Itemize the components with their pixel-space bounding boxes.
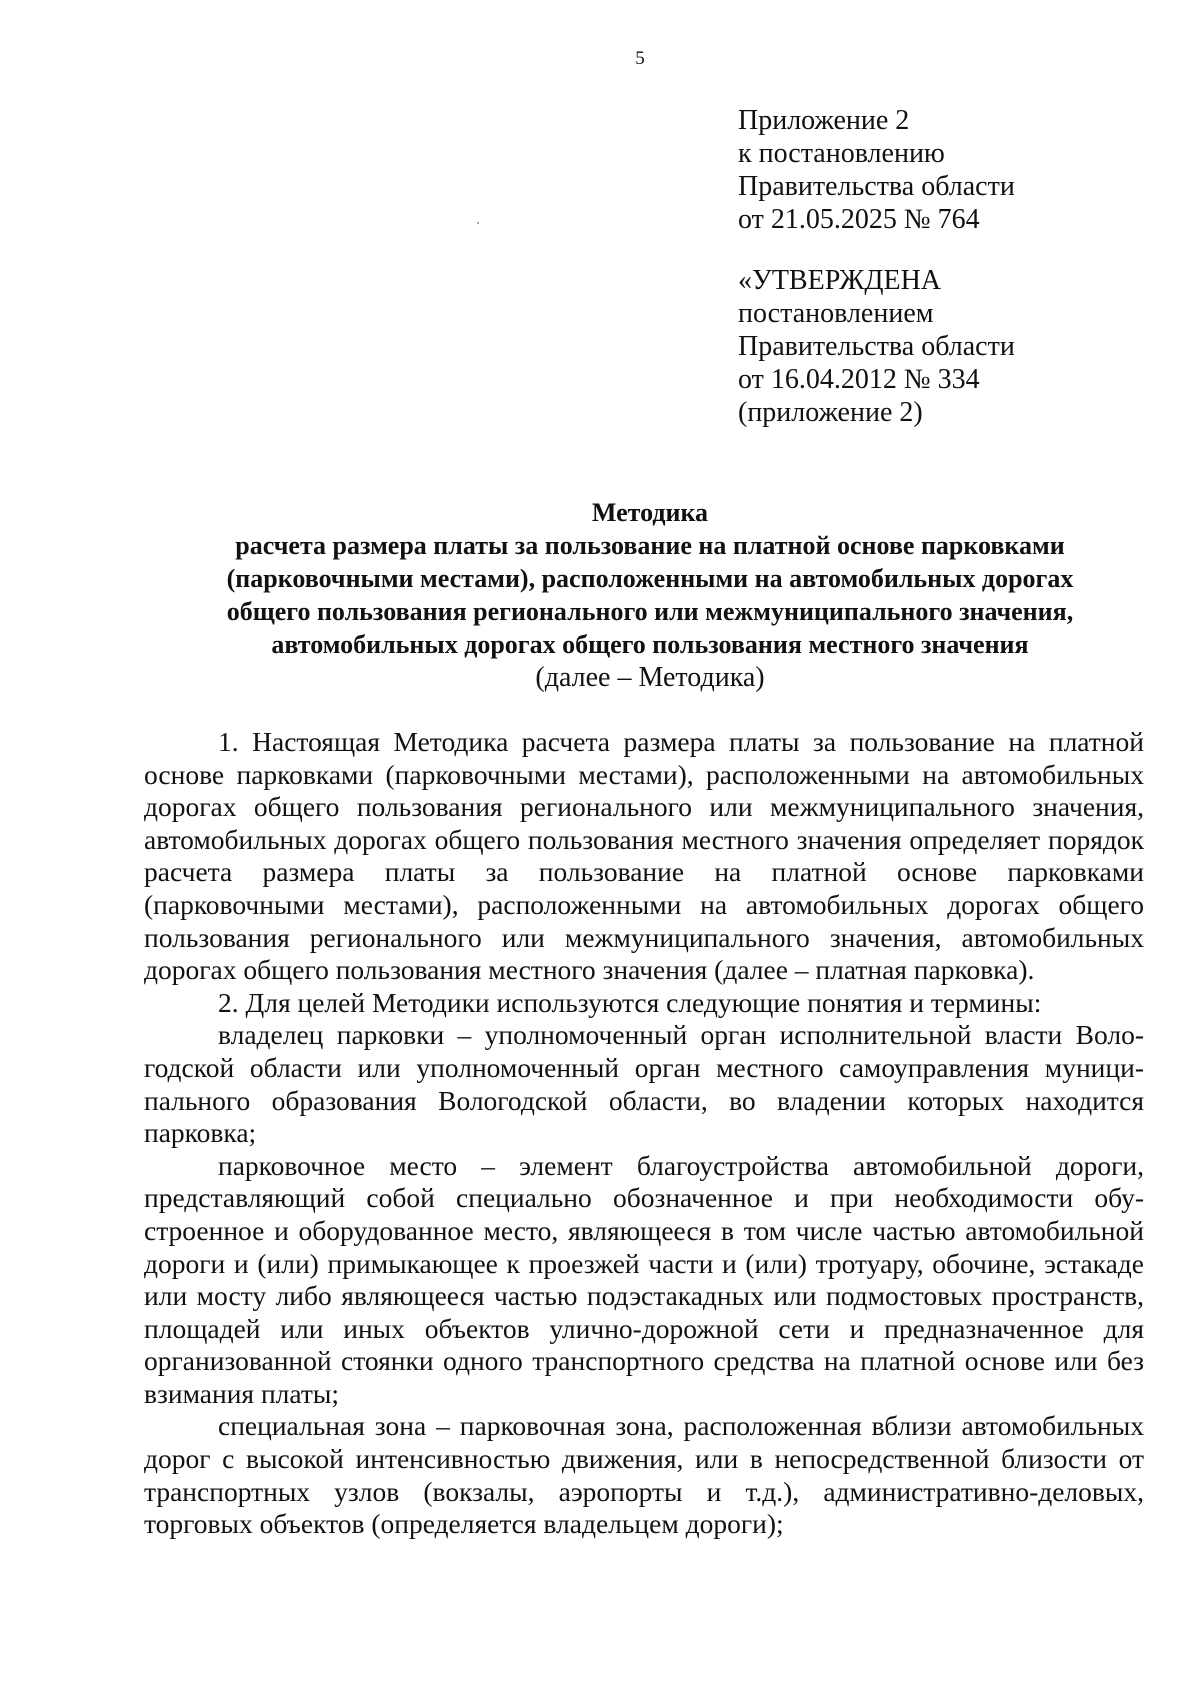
title-line: автомобильных дорогах общего пользования местного значения (271, 630, 1029, 659)
title-subtitle: (далее – Методика) (535, 662, 765, 693)
title-line: расчета размера платы за пользование на платной основе парковками (235, 531, 1065, 560)
paragraph: специальная зона – парковочная зона, расположенная вблизи автомобильных дорог с высокой интенсивностью движения, или в непосредственной близости от транспортных узлов (вокзалы, аэропорты и т.д.), административно-деловых, торговых объектов (определяется владельцем дороги); (144, 1410, 1144, 1540)
approval-line: (приложение 2) (738, 397, 923, 428)
document-title (140, 496, 1160, 694)
paragraph: парковочное место – элемент благоустройства автомобильной дороги, представляющий собой специально обозначенное и при необходимости обустроенное и оборудованное место, являющееся в том числе частью автомобильной дороги и (или) примыкающее к проезжей части и (или) тротуару, обочине, эстакаде или мосту либо являющееся частью подэстакадных или подмостовых пространств, площадей или иных объектов улично-дорожной сети и предназначенное для организованной стоянки одного транспортного средства на платной основе или без взимания платы; (144, 1149, 1144, 1409)
title-line: (парковочными местами), расположенными на автомобильных дорогах (226, 564, 1074, 593)
approval-stamp (738, 264, 1178, 429)
paragraph: владелец парковки – уполномоченный орган исполнительной власти Вологодской области или уполномоченный орган местного самоуправления муниципального образования Вологодской области, во владении которых находится парковка; (144, 1019, 1144, 1149)
paragraph: 2. Для целей Методики используются следующие понятия и термины: (218, 986, 1042, 1018)
document-body (144, 726, 1144, 1541)
title-main: Методика (591, 498, 709, 527)
scan-speck (477, 222, 479, 224)
page-number: 5 (635, 48, 645, 69)
approval-line: от 16.04.2012 № 334 (738, 364, 980, 395)
appendix-reference (738, 104, 1178, 236)
approval-line: «УТВЕРЖДЕНА (738, 265, 942, 296)
approval-line: постановлением (738, 298, 934, 329)
appendix-line: к постановлению (738, 138, 945, 169)
appendix-line: Приложение 2 (738, 105, 910, 136)
appendix-line: Правительства области (738, 171, 1015, 202)
title-line: общего пользования регионального или межмуниципального значения, (226, 597, 1074, 626)
approval-line: Правительства области (738, 331, 1015, 362)
appendix-line: от 21.05.2025 № 764 (738, 204, 980, 235)
paragraph: 1. Настоящая Методика расчета размера платы за пользование на платной основе парковками (парковочными местами), расположенными на автомобильных дорогах общего пользования регионального или межмуниципального значения, автомобильных дорогах общего пользования местного значения определяет порядок расчета размера платы за пользование на платной основе парковками (парковочными местами), расположенными на автомобильных дорогах общего пользования регионального или межмуниципального значения, автомобильных дорогах общего пользования местного значения (далее – платная парковка). (144, 726, 1144, 986)
